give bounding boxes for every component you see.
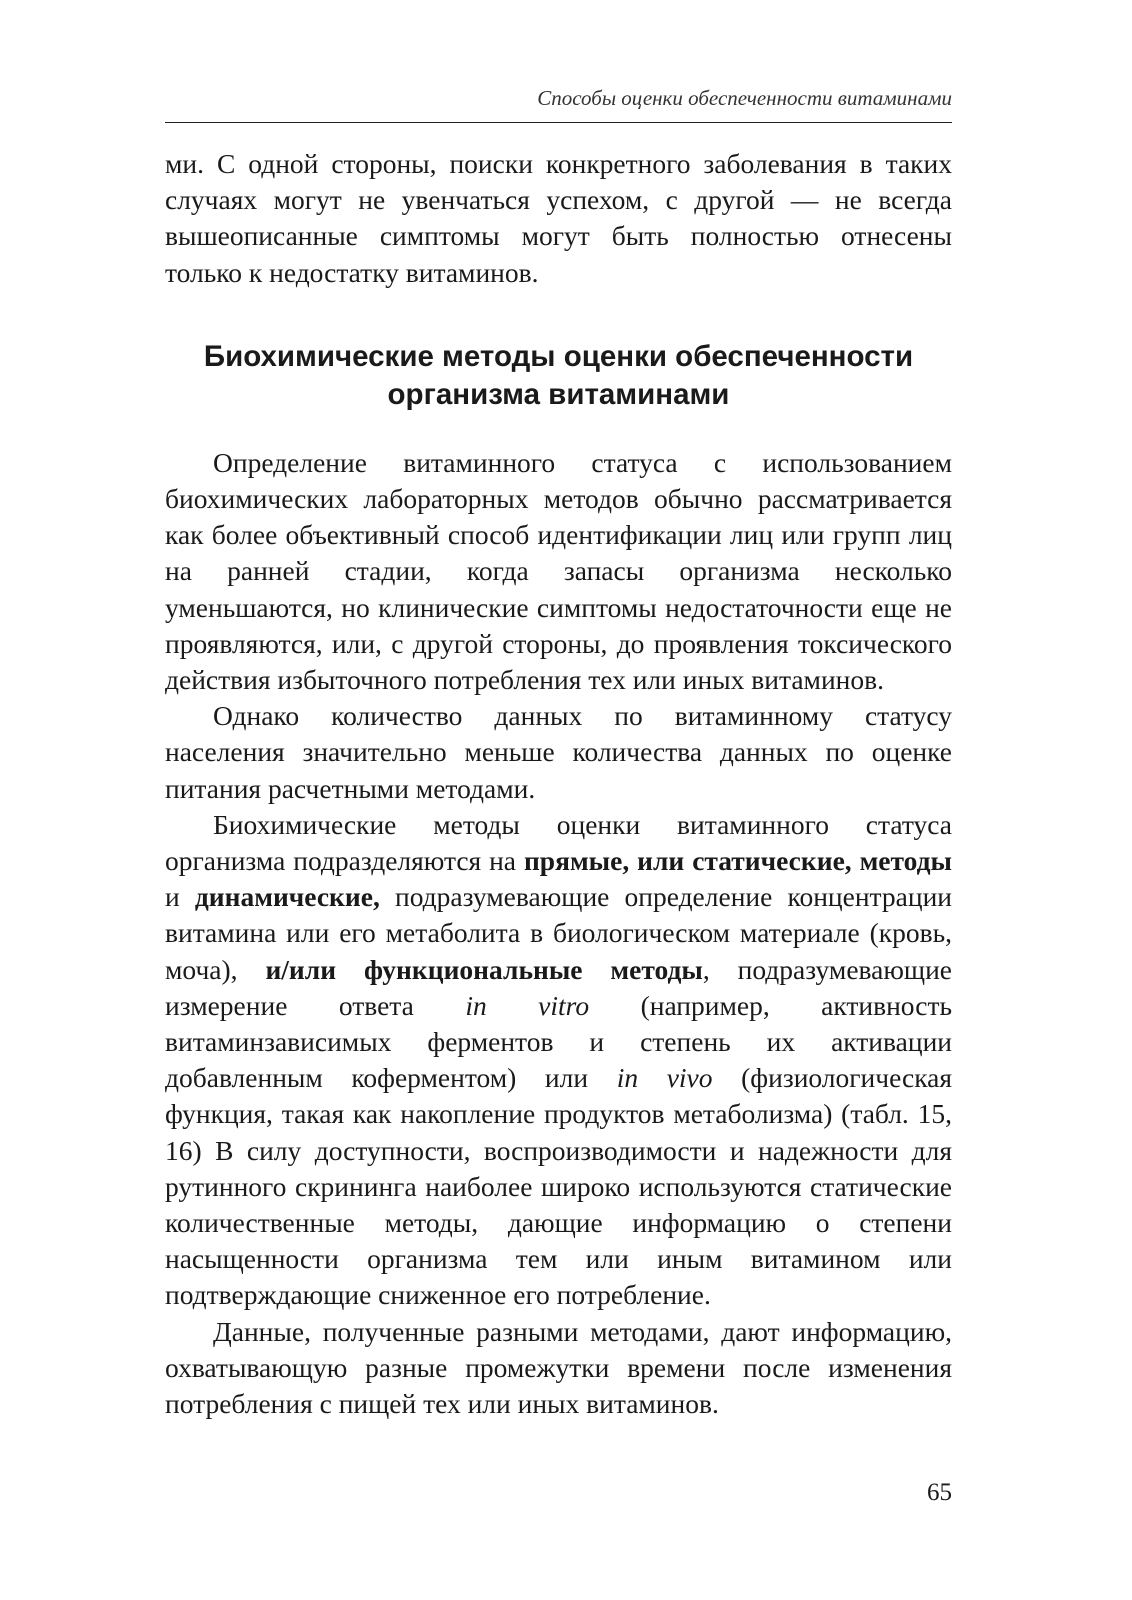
running-title: Способы оценки обеспеченности витаминами <box>537 86 952 110</box>
section-heading <box>165 338 952 414</box>
header-rule <box>165 122 952 123</box>
paragraph-3-text-2: и <box>165 881 195 913</box>
paragraph-3-text-1: Биохимические методы оценки витаминного статуса организма подразделяются на <box>165 808 952 877</box>
term-in-vitro: in vitro <box>465 989 590 1021</box>
page-body <box>165 146 952 1422</box>
section-heading-line-1: Биохимические методы оценки обеспеченности <box>203 339 914 373</box>
term-in-vivo: in vivo <box>616 1062 713 1094</box>
paragraph-3-text-6: (физиологическая функция, такая как накопление продуктов метаболизма) (табл. 15, 16) В силу доступности, воспроизводимости и надежности для рутинного скрининга наиболее широко используются статические количественные методы, дающие информацию о степени насыщенности организма тем или иным витамином или подтверждающие сниженное его потребление. <box>165 1062 952 1311</box>
term-functional-methods: и/или функциональные методы <box>265 953 703 985</box>
page-number: 65 <box>927 1479 952 1506</box>
paragraph-3-text-3: подразумевающие определение концентрации витамина или его метаболита в биологическом материале (кровь, моча), <box>165 881 953 985</box>
paragraph-3-text-5: (например, активность витаминзависимых ферментов и степень их активации добавленным коферментом) или <box>165 989 953 1094</box>
paragraph-3-text-4: , подразумевающие измерение ответа <box>165 953 953 1021</box>
paragraph-1: Определение витаминного статуса с использованием биохимических лабораторных методов обычно рассматривается как более объективный способ идентификации лиц или групп лиц на ранней стадии, когда запасы организма несколько уменьшаются, но клинические симптомы недостаточности еще не проявляются, или, с другой стороны, до проявления токсического действия избыточного потребления тех или иных витаминов. <box>165 446 952 696</box>
paragraph-4: Данные, полученные разными методами, дают информацию, охватывающую разные промежутки времени после изменения потребления с пищей тех или иных витаминов. <box>165 1315 952 1420</box>
paragraph-3 <box>165 807 952 1314</box>
continuation-paragraph: ми. С одной стороны, поиски конкретного заболевания в таких случаях могут не увенчаться успехом, с другой — не всегда вышеописанные симптомы могут быть полностью отнесены только к недостатку витаминов. <box>165 148 952 288</box>
paragraph-2: Однако количество данных по витаминному статусу населения значительно меньше количества данных по оценке питания расчетными методами. <box>165 700 952 804</box>
section-heading-line-2: организма витаминами <box>387 377 730 411</box>
term-dynamic: динамические, <box>194 881 380 913</box>
term-direct-static-methods: прямые, или статические, методы <box>523 845 952 877</box>
